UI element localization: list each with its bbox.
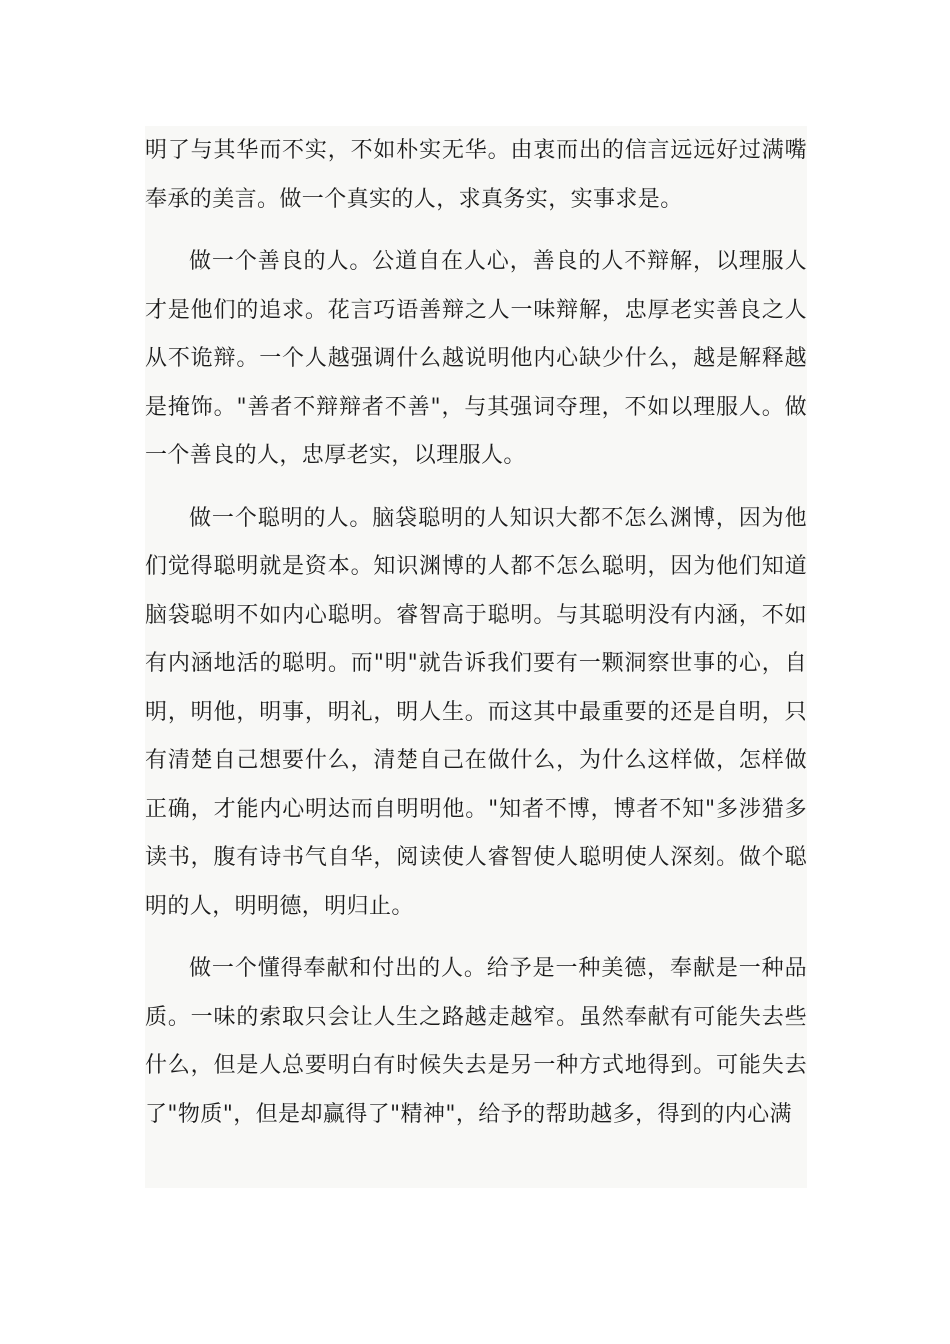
document-text-block <box>145 126 807 1188</box>
paragraph-kindness: 做一个善良的人。公道自在人心，善良的人不辩解，以理服人才是他们的追求。花言巧语善辩之人一味辩解，忠厚老实善良之人从不诡辩。一个人越强调什么越说明他内心缺少什么，越是解释越是掩饰。"善者不辩辩者不善"，与其强词夺理，不如以理服人。做一个善良的人，忠厚老实，以理服人。 <box>145 249 807 468</box>
paragraph-wisdom: 做一个聪明的人。脑袋聪明的人知识大都不怎么渊博，因为他们觉得聪明就是资本。知识渊博的人都不怎么聪明，因为他们知道脑袋聪明不如内心聪明。睿智高于聪明。与其聪明没有内涵，不如有内涵地活的聪明。而"明"就告诉我们要有一颗洞察世事的心，自明，明他，明事，明礼，明人生。而这其中最重要的还是自明，只有清楚自己想要什么，清楚自己在做什么，为什么这样做，怎样做正确，才能内心明达而自明明他。"知者不博，博者不知"多涉猎多读书，腹有诗书气自华，阅读使人睿智使人聪明使人深刻。做个聪明的人，明明德，明归止。 <box>145 505 807 919</box>
paragraph-dedication: 做一个懂得奉献和付出的人。给予是一种美德，奉献是一种品质。一味的索取只会让人生之路越走越窄。虽然奉献有可能失去些什么，但是人总要明白有时候失去是另一种方式地得到。可能失去了"物质"，但是却赢得了"精神"，给予的帮助越多，得到的内心满 <box>145 956 807 1127</box>
paragraph-continued: 明了与其华而不实，不如朴实无华。由衷而出的信言远远好过满嘴奉承的美言。做一个真实的人，求真务实，实事求是。 <box>145 138 807 212</box>
